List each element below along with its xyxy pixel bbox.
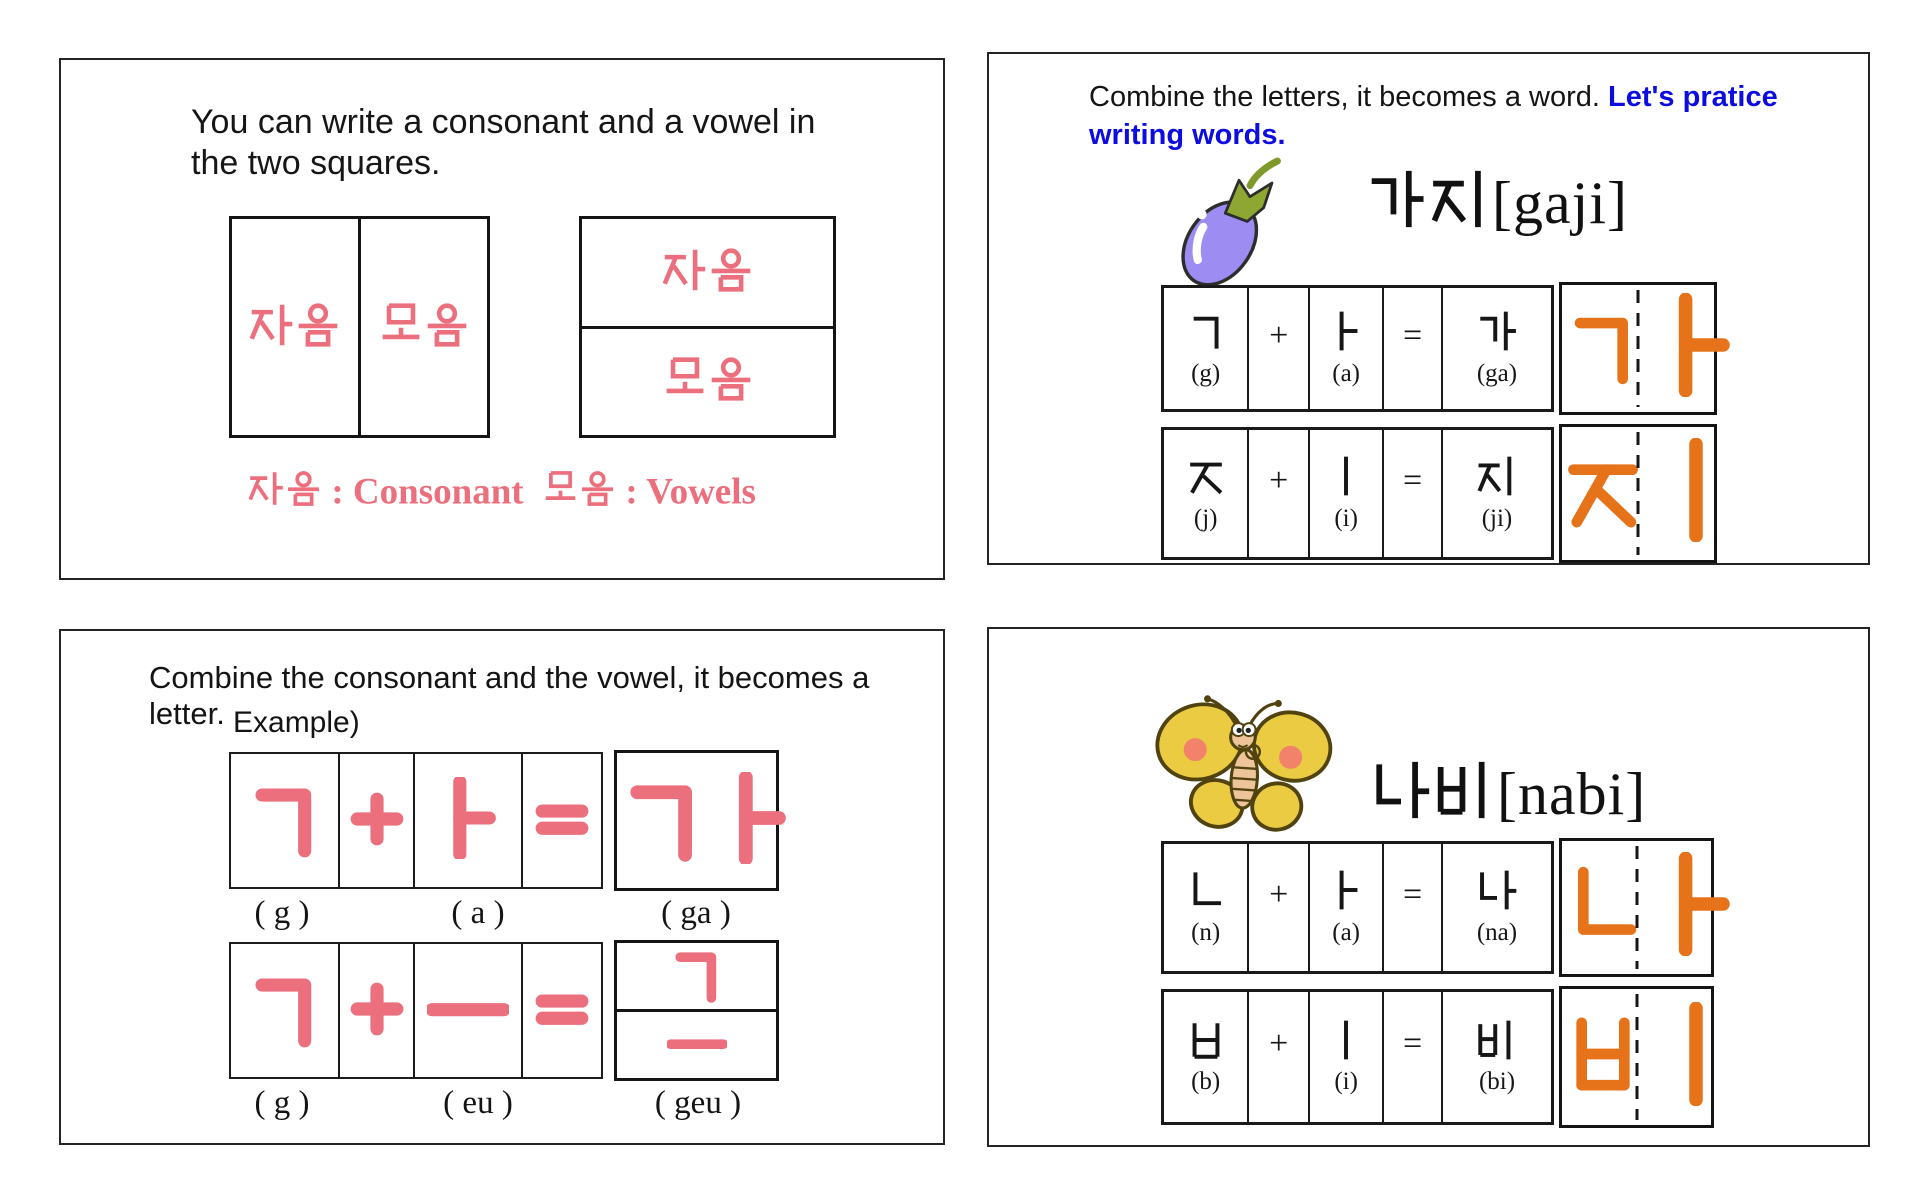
intro-blue-text-1: Let's pratice	[1608, 81, 1778, 113]
equals-sign: =	[1402, 461, 1423, 499]
square-diagram-left-right	[229, 216, 490, 438]
table-cell-vowel	[1310, 430, 1384, 557]
dashed-divider	[1635, 994, 1638, 1120]
title-line-1: You can write a consonant and a vowel in	[191, 103, 816, 141]
result-cell-consonant	[617, 943, 776, 1009]
equals-sign	[529, 786, 595, 855]
table-cell-equals	[523, 944, 601, 1077]
table-cell-result	[1443, 844, 1551, 971]
diagram-cell-consonant	[582, 219, 833, 326]
romanization-consonant: ( g )	[254, 895, 310, 931]
consonant-romanization: (j)	[1193, 504, 1218, 532]
plus-sign	[344, 976, 410, 1045]
result-romanization: (ga)	[1476, 359, 1518, 387]
title-line-2: the two squares.	[191, 144, 441, 182]
handwritten-vowel	[1644, 1002, 1748, 1113]
intro-blue-text-2: writing words.	[1089, 119, 1286, 151]
word-title	[1369, 757, 1646, 831]
consonant-letter	[244, 967, 326, 1055]
slide-bottom-left	[59, 629, 945, 1145]
table-cell-plus	[340, 944, 415, 1077]
table-cell-vowel	[1310, 992, 1384, 1122]
result-consonant	[617, 772, 709, 870]
vowel-romanization: (i)	[1334, 1068, 1358, 1096]
handwritten-consonant	[1562, 864, 1644, 952]
romanization-result: ( geu )	[654, 1085, 742, 1121]
handwritten-consonant	[1562, 1013, 1644, 1101]
table-cell-vowel	[415, 754, 523, 887]
romanization-vowel: ( eu )	[443, 1085, 513, 1121]
example-label: Example)	[233, 706, 360, 739]
table-cell-equals	[1384, 288, 1443, 409]
butterfly-illustration	[1146, 679, 1346, 851]
diagram-cell-consonant	[232, 219, 358, 435]
table-cell-plus	[1249, 288, 1310, 409]
slide-bottom-right	[987, 627, 1870, 1147]
vowel-letter	[427, 967, 509, 1055]
table-cell-result	[1443, 430, 1551, 557]
dashed-divider	[1635, 846, 1638, 969]
intro-black-text: Combine the letters, it becomes a word.	[1089, 81, 1600, 113]
equation-table-row1	[1161, 841, 1554, 974]
plus-sign: +	[1269, 461, 1289, 499]
romanization-result: ( ga )	[661, 895, 731, 931]
handwritten-consonant	[1562, 450, 1644, 538]
table-cell-consonant	[231, 754, 340, 887]
table-cell-vowel	[415, 944, 523, 1077]
equals-sign: =	[1402, 316, 1423, 354]
dashed-divider	[1637, 290, 1640, 407]
result-box-row2	[614, 940, 779, 1081]
practice-cell-consonant	[1562, 427, 1644, 560]
result-vowel	[709, 772, 801, 870]
table-cell-consonant	[1164, 288, 1249, 409]
table-cell-equals	[1384, 992, 1443, 1122]
word-romanization: [nabi]	[1497, 760, 1647, 827]
handwritten-consonant	[1562, 305, 1644, 393]
table-cell-result	[1443, 288, 1551, 409]
slide-title	[191, 102, 815, 184]
diagram-cell-vowel	[582, 326, 833, 436]
equation-table-row1	[1161, 285, 1554, 412]
practice-cell-vowel	[1644, 285, 1748, 412]
table-cell-equals	[1384, 844, 1443, 971]
equals-sign	[529, 976, 595, 1045]
consonant-letter	[1184, 454, 1228, 502]
slide-top-left	[59, 58, 945, 580]
slide-title: Combine the consonant and the vowel, it becomes a letter.	[149, 660, 870, 731]
vowel-letter	[1324, 454, 1368, 502]
vowel-romanization: (i)	[1334, 504, 1358, 532]
example-table-row2	[229, 942, 603, 1079]
slide-intro-text	[1089, 78, 1829, 154]
result-cell-vowel	[709, 753, 801, 888]
diagram-cell-vowel	[358, 219, 487, 435]
vowel-korean-label	[662, 355, 754, 409]
handwritten-vowel	[1644, 852, 1748, 963]
table-cell-consonant	[1164, 430, 1249, 557]
practice-box-row2	[1559, 424, 1717, 563]
result-romanization: (na)	[1476, 918, 1518, 946]
practice-cell-vowel	[1644, 989, 1748, 1125]
word-korean	[1369, 757, 1497, 831]
consonant-romanization: (g)	[1191, 359, 1221, 387]
consonant-romanization: (n)	[1191, 918, 1221, 946]
table-cell-plus	[1249, 992, 1310, 1122]
consonant-letter	[244, 777, 326, 865]
legend-caption: : Consonant : Vowels	[61, 470, 943, 513]
table-cell-plus	[340, 754, 415, 887]
dashed-divider	[1637, 432, 1640, 555]
plus-sign: +	[1269, 316, 1289, 354]
table-cell-vowel	[1310, 288, 1384, 409]
result-syllable	[1475, 868, 1519, 916]
practice-box-row2	[1559, 986, 1714, 1128]
table-cell-plus	[1249, 844, 1310, 971]
practice-cell-consonant	[1562, 989, 1644, 1125]
practice-cell-consonant	[1562, 841, 1644, 974]
equation-table-row2	[1161, 427, 1554, 560]
plus-sign: +	[1269, 875, 1289, 913]
practice-box-row1	[1559, 838, 1714, 977]
vowel-romanization: (a)	[1332, 359, 1360, 387]
result-syllable	[1475, 454, 1519, 502]
romanization-vowel: ( a )	[451, 895, 505, 931]
table-cell-result	[1443, 992, 1551, 1122]
result-cell-vowel	[617, 1012, 776, 1078]
result-syllable	[1475, 309, 1519, 357]
handwritten-vowel	[1644, 438, 1748, 549]
table-cell-plus	[1249, 430, 1310, 557]
consonant-letter	[1184, 868, 1228, 916]
table-cell-vowel	[1310, 844, 1384, 971]
result-cell-consonant	[617, 753, 709, 888]
word-title	[1364, 166, 1628, 240]
consonant-korean-label	[662, 245, 754, 299]
slide-top-right	[987, 52, 1870, 565]
result-syllable	[1475, 1018, 1519, 1066]
practice-cell-consonant	[1562, 285, 1644, 412]
word-romanization: [gaji]	[1492, 169, 1628, 236]
result-romanization: (bi)	[1478, 1068, 1516, 1096]
vowel-letter	[1324, 868, 1368, 916]
equals-sign: =	[1402, 875, 1423, 913]
consonant-korean-label	[249, 300, 341, 354]
table-cell-consonant	[1164, 844, 1249, 971]
table-cell-equals	[523, 754, 601, 887]
result-consonant	[667, 944, 727, 1008]
table-cell-consonant	[1164, 992, 1249, 1122]
handwritten-vowel	[1644, 293, 1748, 404]
equation-table-row2	[1161, 989, 1554, 1125]
example-table-row1	[229, 752, 603, 889]
consonant-romanization: (b)	[1191, 1068, 1221, 1096]
equals-sign: =	[1402, 1025, 1423, 1062]
vowel-korean-label	[378, 300, 470, 354]
word-korean	[1364, 166, 1492, 240]
vowel-romanization: (a)	[1332, 918, 1360, 946]
consonant-letter	[1184, 309, 1228, 357]
romanization-consonant: ( g )	[254, 1085, 310, 1121]
vowel-letter	[1324, 1018, 1368, 1066]
plus-sign: +	[1269, 1025, 1289, 1062]
practice-box-row1	[1559, 282, 1717, 415]
vowel-letter	[427, 777, 509, 865]
practice-cell-vowel	[1644, 841, 1748, 974]
result-vowel	[667, 1013, 727, 1077]
consonant-letter	[1184, 1018, 1228, 1066]
plus-sign	[344, 786, 410, 855]
table-cell-equals	[1384, 430, 1443, 557]
result-romanization: (ji)	[1481, 504, 1513, 532]
vowel-letter	[1324, 309, 1368, 357]
practice-cell-vowel	[1644, 427, 1748, 560]
result-box-row1	[614, 750, 779, 891]
table-cell-consonant	[231, 944, 340, 1077]
square-diagram-top-bottom	[579, 216, 836, 438]
